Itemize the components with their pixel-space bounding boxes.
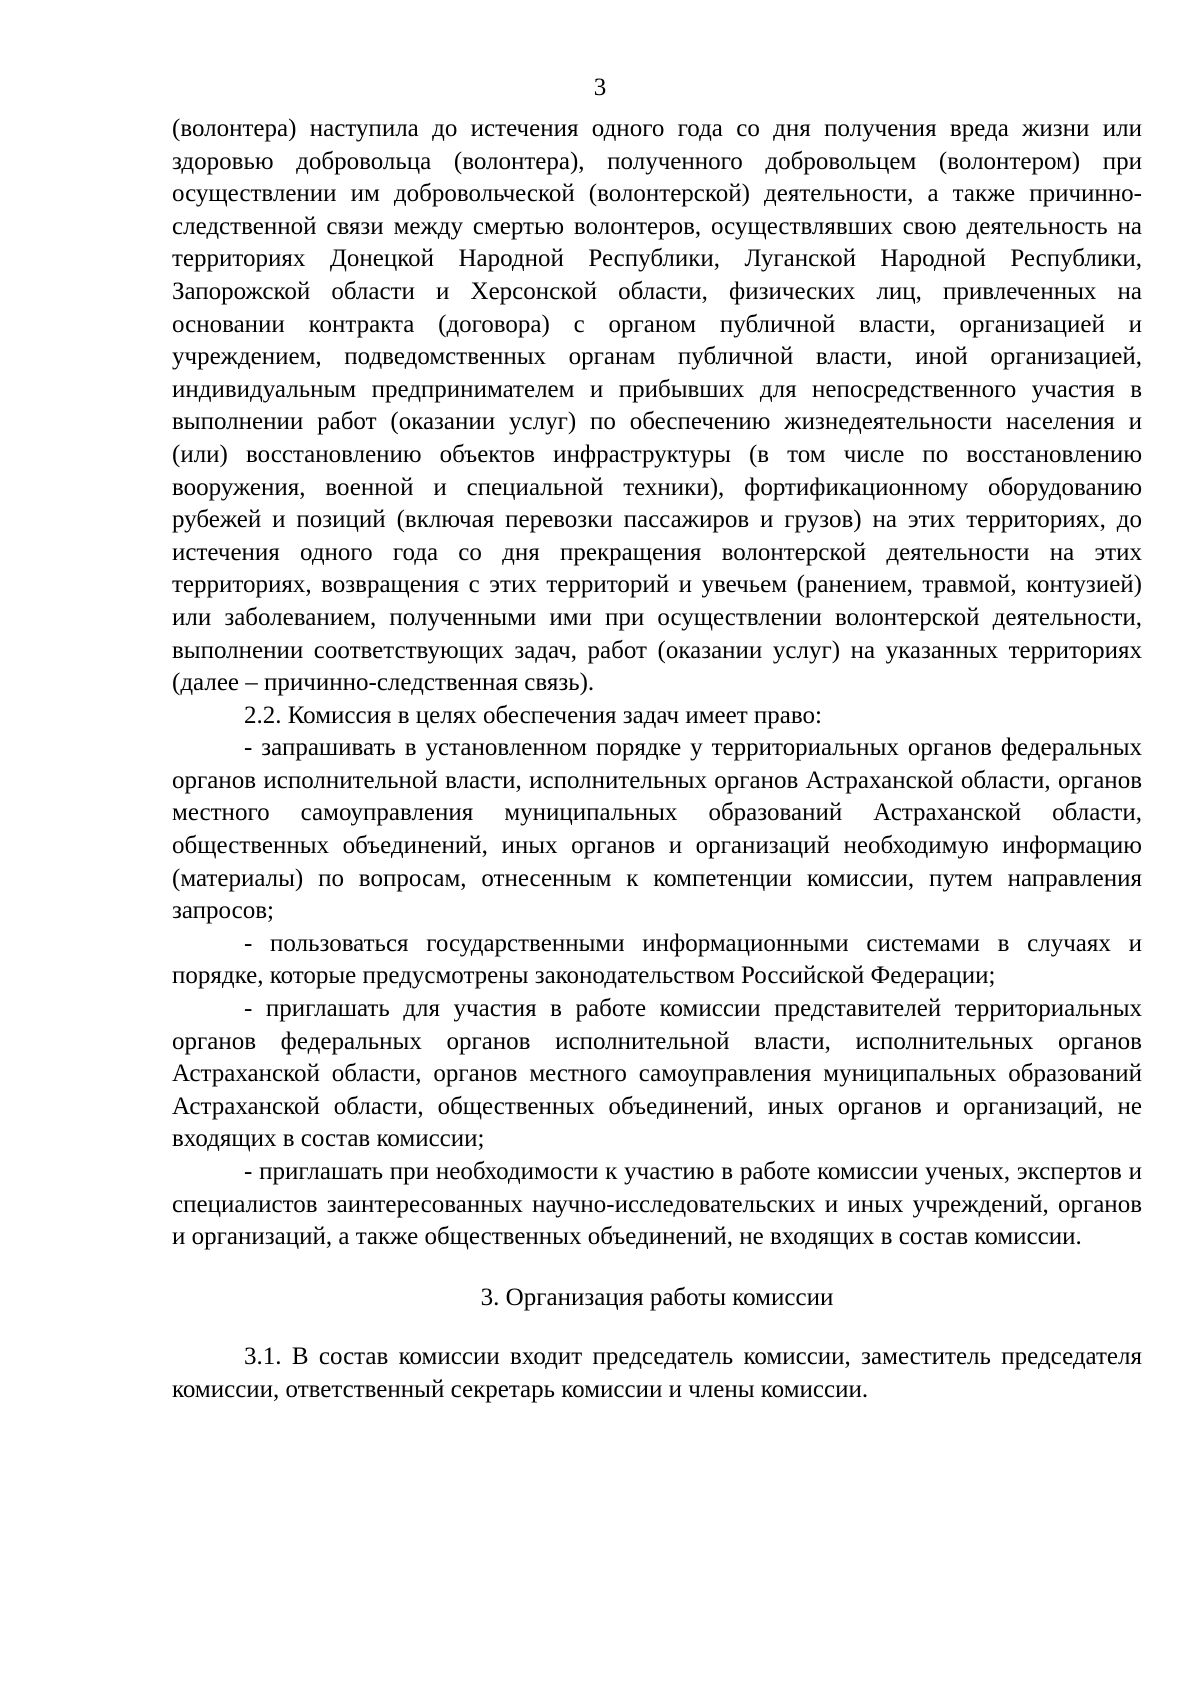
document-body <box>172 113 1142 1407</box>
paragraph-continuation: (волонтера) наступила до истечения одного года со дня получения вреда жизни или здоровью добровольца (волонтера), полученного добровольцем (волонтером) при осуществлении им добровольческой (волонтерской) деятельности, а также причинно-следственной связи между смертью волонтеров, осуществлявших свою деятельность на территориях Донецкой Народной Республики, Луганской Народной Республики, Запорожской области и Херсонской области, физических лиц, привлеченных на основании контракта (договора) с органом публичной власти, организацией и учреждением, подведомственных органам публичной власти, иной организацией, индивидуальным предпринимателем и прибывших для непосредственного участия в выполнении работ (оказании услуг) по обеспечению жизнедеятельности населения и (или) восстановлению объектов инфраструктуры (в том числе по восстановлению вооружения, военной и специальной техники), фортификационному оборудованию рубежей и позиций (включая перевозки пассажиров и грузов) на этих территориях, до истечения одного года со дня прекращения волонтерской деятельности на этих территориях, возвращения с этих территорий и увечьем (ранением, травмой, контузией) или заболеванием, полученными ими при осуществлении волонтерской деятельности, выполнении соответствующих задач, работ (оказании услуг) на указанных территориях (далее – причинно-следственная связь). <box>172 115 1142 697</box>
list-item-use-systems: - пользоваться государственными информационными системами в случаях и порядке, которые предусмотрены законодательством Российской Федерации; <box>172 929 1142 990</box>
page-number: 3 <box>593 74 607 101</box>
list-item-invite-representatives: - приглашать для участия в работе комиссии представителей территориальных органов федеральных органов исполнительной власти, исполнительных органов Астраханской области, органов местного самоуправления муниципальных образований Астраханской области, общественных объединений, иных органов и организаций, не входящих в состав комиссии; <box>172 995 1142 1153</box>
list-item-request-info: - запрашивать в установленном порядке у территориальных органов федеральных органов исполнительной власти, исполнительных органов Астраханской области, органов местного самоуправления муниципальных образований Астраханской области, общественных объединений, иных органов и организаций необходимую информацию (материалы) по вопросам, отнесенным к компетенции комиссии, путем направления запросов; <box>172 734 1142 925</box>
paragraph-2-2: 2.2. Комиссия в целях обеспечения задач имеет право: <box>244 701 822 729</box>
section-heading: 3. Организация работы комиссии <box>480 1283 834 1311</box>
list-item-invite-experts: - приглашать при необходимости к участию в работе комиссии ученых, экспертов и специалистов заинтересованных научно-исследовательских и иных учреждений, органов и организаций, а также общественных объединений, не входящих в состав комиссии. <box>172 1158 1142 1251</box>
paragraph-3-1: 3.1. В состав комиссии входит председатель комиссии, заместитель председателя комиссии, ответственный секретарь комиссии и члены комиссии. <box>172 1343 1142 1403</box>
